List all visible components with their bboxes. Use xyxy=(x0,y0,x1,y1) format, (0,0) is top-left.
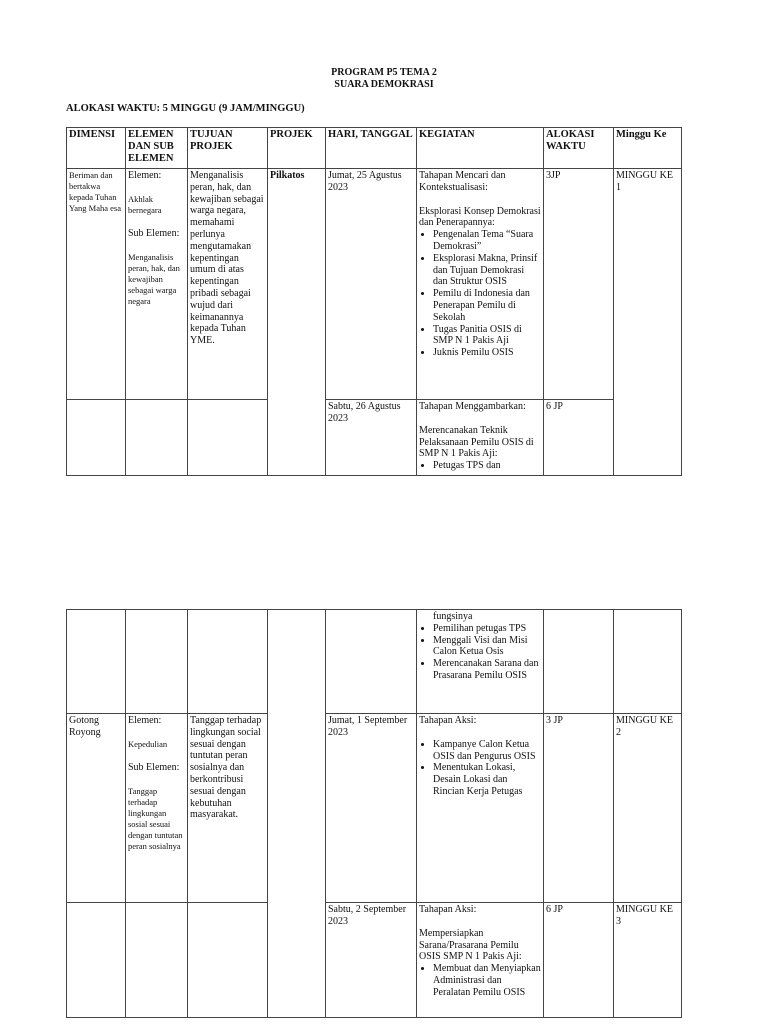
projek-cell-empty xyxy=(268,610,326,1018)
elemen-value: Akhlak bernegara xyxy=(128,193,162,215)
empty-cell xyxy=(326,610,417,714)
col-header-dimensi: DIMENSI xyxy=(67,128,126,169)
col-header-minggu: Minggu Ke xyxy=(614,128,682,169)
kegiatan-list xyxy=(419,229,541,359)
hari-cell: Jumat, 25 Agustus 2023 xyxy=(326,169,417,400)
list-item: • Merencanakan Sarana dan Prasarana Pemilu OSIS xyxy=(433,658,541,682)
kegiatan-list xyxy=(419,963,541,998)
col-header-alokasi: ALOKASI WAKTU xyxy=(544,128,614,169)
tujuan-cell: Tanggap terhadap lingkungan social sesuai dengan tuntutan peran sosialnya dan berkontribusi sesuai dengan kebutuhan masyarakat. xyxy=(188,714,268,903)
kegiatan-list xyxy=(419,739,541,798)
alokasi-cell: 6 JP xyxy=(544,400,614,476)
elemen-cell xyxy=(126,169,188,400)
list-item: • Pengenalan Tema “Suara Demokrasi” xyxy=(433,229,541,253)
table-row xyxy=(67,714,682,903)
list-item: • Pemilu di Indonesia dan Penerapan Pemilu di Sekolah xyxy=(433,288,541,323)
kegiatan-cell xyxy=(417,714,544,903)
kegiatan-title: Tahapan Menggambarkan: xyxy=(419,401,526,412)
table-row xyxy=(67,169,682,400)
list-item: • Menentukan Lokasi, Desain Lokasi dan Rincian Kerja Petugas xyxy=(433,762,541,797)
sub-elemen-label: Sub Elemen: xyxy=(128,761,180,773)
list-item: • Eksplorasi Makna, Prinsif dan Tujuan Demokrasi dan Struktur OSIS xyxy=(433,253,541,288)
table-row xyxy=(67,400,682,476)
list-item: • Kampanye Calon Ketua OSIS dan Pengurus OSIS xyxy=(433,739,541,763)
kegiatan-subtitle: Mempersiapkan Sarana/Prasarana Pemilu OSIS SMP N 1 Pakis Aji: xyxy=(419,927,522,963)
kegiatan-subtitle: Merencanakan Teknik Pelaksanaan Pemilu OSIS di SMP N 1 Pakis Aji: xyxy=(419,424,534,460)
kegiatan-continued: fungsinya xyxy=(433,611,473,622)
elemen-label: Elemen: xyxy=(128,715,162,726)
kegiatan-list xyxy=(419,623,541,682)
empty-cell xyxy=(188,400,268,476)
kegiatan-subtitle: Eksplorasi Konsep Demokrasi dan Penerapannya: xyxy=(419,205,541,229)
alokasi-waktu: ALOKASI WAKTU: 5 MINGGU (9 JAM/MINGGU) xyxy=(66,103,305,114)
empty-cell xyxy=(126,400,188,476)
hari-cell: Jumat, 1 September 2023 xyxy=(326,714,417,903)
empty-cell xyxy=(544,610,614,714)
elemen-label: Elemen: xyxy=(128,170,162,181)
empty-cell xyxy=(126,610,188,714)
table-header-row xyxy=(67,128,682,169)
col-header-projek: PROJEK xyxy=(268,128,326,169)
doc-title: PROGRAM P5 TEMA 2 xyxy=(331,67,437,78)
projek-cell: Pilkatos xyxy=(268,169,326,476)
table-row xyxy=(67,903,682,1018)
elemen-cell xyxy=(126,714,188,903)
minggu-cell: MINGGU KE 3 xyxy=(614,903,682,1018)
list-item: • Menggali Visi dan Misi Calon Ketua Osis xyxy=(433,635,541,659)
col-header-hari: HARI, TANGGAL xyxy=(326,128,417,169)
program-table-page1 xyxy=(66,127,682,476)
empty-cell xyxy=(188,610,268,714)
list-item: • Juknis Pemilu OSIS xyxy=(433,347,541,359)
sub-elemen-value: Tanggap terhadap lingkungan sosial sesuai dengan tuntutan peran sosialnya xyxy=(128,785,183,851)
kegiatan-list xyxy=(419,460,541,472)
kegiatan-title: Tahapan Mencari dan Kontekstualisasi: xyxy=(419,170,506,193)
list-item: • Membuat dan Menyiapkan Administrasi dan Peralatan Pemilu OSIS xyxy=(433,963,541,998)
empty-cell xyxy=(188,903,268,1018)
elemen-value: Kepedulian xyxy=(128,738,168,749)
empty-cell xyxy=(126,903,188,1018)
list-item: • Tugas Panitia OSIS di SMP N 1 Pakis Aji xyxy=(433,324,541,348)
tujuan-cell: Menganalisis peran, hak, dan kewajiban sebagai warga negara, memahami perlunya mengutamakan kepentingan umum di atas kepentingan pribadi sebagai wujud dari keimanannya kepada Tuhan YME. xyxy=(188,169,268,400)
alokasi-cell: 3 JP xyxy=(544,714,614,903)
empty-cell xyxy=(67,400,126,476)
minggu-cell: MINGGU KE 1 xyxy=(614,169,682,476)
kegiatan-cell xyxy=(417,610,544,714)
program-table-page2 xyxy=(66,609,682,1018)
alokasi-cell: 6 JP xyxy=(544,903,614,1018)
table-row xyxy=(67,610,682,714)
dimensi-cell: Gotong Royong xyxy=(67,714,126,903)
hari-cell: Sabtu, 26 Agustus 2023 xyxy=(326,400,417,476)
list-item: • Petugas TPS dan xyxy=(433,460,541,472)
kegiatan-cell xyxy=(417,400,544,476)
kegiatan-title: Tahapan Aksi: xyxy=(419,904,477,915)
kegiatan-title: Tahapan Aksi: xyxy=(419,715,477,726)
hari-cell: Sabtu, 2 September 2023 xyxy=(326,903,417,1018)
kegiatan-cell xyxy=(417,903,544,1018)
empty-cell xyxy=(67,903,126,1018)
col-header-tujuan: TUJUAN PROJEK xyxy=(188,128,268,169)
dimensi-cell: Beriman dan bertakwa kepada Tuhan Yang Maha esa xyxy=(67,169,126,400)
list-item: • Pemilihan petugas TPS xyxy=(433,623,541,635)
col-header-elemen: ELEMEN DAN SUB ELEMEN xyxy=(126,128,188,169)
kegiatan-cell xyxy=(417,169,544,400)
empty-cell xyxy=(614,610,682,714)
sub-elemen-label: Sub Elemen: xyxy=(128,227,180,239)
sub-elemen-value: Menganalisis peran, hak, dan kewajiban sebagai warga negara xyxy=(128,251,180,306)
doc-subtitle: SUARA DEMOKRASI xyxy=(334,79,434,90)
empty-cell xyxy=(67,610,126,714)
alokasi-cell: 3JP xyxy=(544,169,614,400)
minggu-cell: MINGGU KE 2 xyxy=(614,714,682,903)
col-header-kegiatan: KEGIATAN xyxy=(417,128,544,169)
